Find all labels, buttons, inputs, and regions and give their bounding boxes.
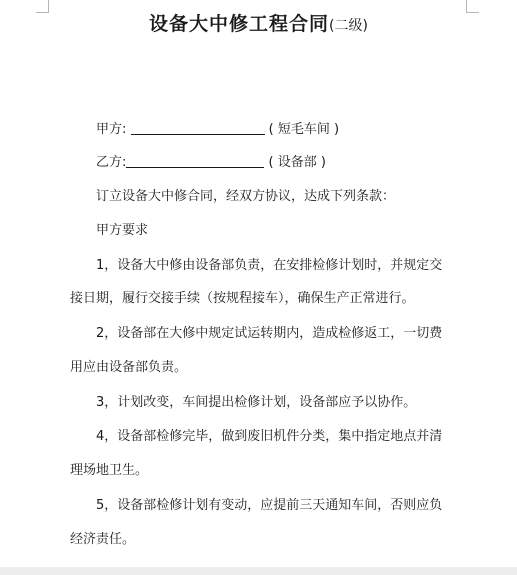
party-b-value: ( 设备部 ) <box>268 155 326 170</box>
document-title <box>0 9 517 36</box>
clause-1-line-2: 接日期，履行交接手续（按规程接车），确保生产正常进行。 <box>70 291 415 306</box>
party-a-blank <box>131 120 265 135</box>
clause-1-line-1: 1，设备大中修由设备部负责，在安排检修计划时，并规定交 <box>96 258 443 273</box>
party-a-value: ( 短毛车间 ) <box>268 122 340 137</box>
clause-5-line-2: 经济责任。 <box>70 532 136 547</box>
clause-4-line-2: 理场地卫生。 <box>70 463 149 478</box>
party-a-label: 甲方: <box>96 122 127 137</box>
clause-2-line-2: 用应由设备部负责。 <box>70 360 188 375</box>
party-b-line <box>96 153 326 172</box>
title-suffix: (二级) <box>329 18 368 34</box>
title-main: 设备大中修工程合同 <box>149 13 330 35</box>
party-b-blank <box>126 153 264 168</box>
party-b-label: 乙方: <box>96 155 127 170</box>
clause-2-line-1: 2，设备部在大修中规定试运转期内，造成检修返工，一切费 <box>96 326 443 341</box>
page-bottom-edge <box>0 567 517 575</box>
party-a-line <box>96 120 339 139</box>
section-heading: 甲方要求 <box>96 223 149 238</box>
intro-text: 订立设备大中修合同，经双方协议，达成下列条款： <box>96 189 396 204</box>
clause-3-line-1: 3，计划改变，车间提出检修计划，设备部应予以协作。 <box>96 395 417 410</box>
clause-4-line-1: 4，设备部检修完毕，做到废旧机件分类，集中指定地点并清 <box>96 429 443 444</box>
clause-5-line-1: 5，设备部检修计划有变动，应提前三天通知车间，否则应负 <box>96 498 443 513</box>
